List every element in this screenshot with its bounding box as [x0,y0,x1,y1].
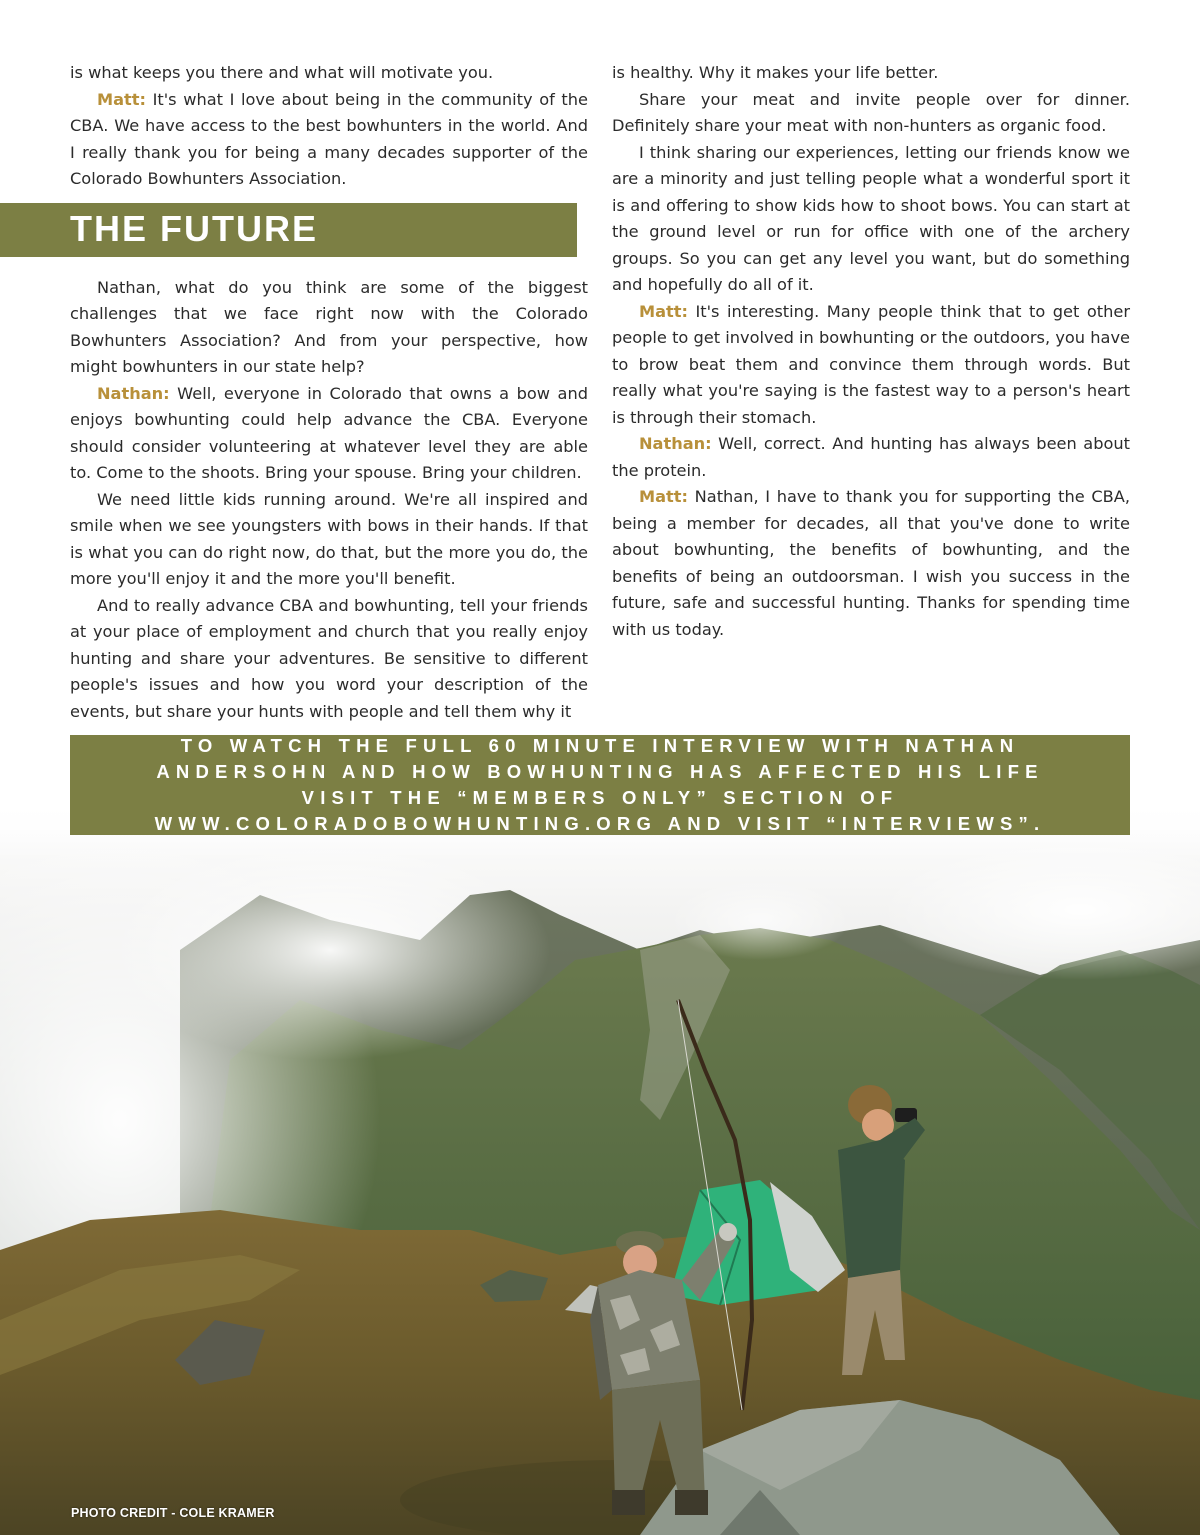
speaker-label: Matt: [639,487,688,506]
speaker-label: Nathan: [639,434,712,453]
paragraph: is healthy. Why it makes your life better. [612,63,939,82]
mountain-campsite-photo [0,800,1200,1535]
paragraph: Nathan, what do you think are some of the biggest challenges that we face right now with the Colorado Bowhunters Association? And from your perspective, how might bowhunters in our state help? [70,277,588,376]
left-text-column [70,60,588,725]
speaker-label: Matt: [639,301,688,321]
photo-credit: PHOTO CREDIT - COLE KRAMER [71,1506,275,1520]
callout-text: TO WATCH THE FULL 60 MINUTE INTERVIEW WITH NATHAN ANDERSOHN AND HOW BOWHUNTING HAS AFFECTED HIS LIFE VISIT THE “MEMBERS ONLY” SECTION OF WWW.COLORADOBOWHUNTING.ORG AND VISIT “INTERVIEWS”. [154,735,1046,834]
paragraph: We need little kids running around. We're all inspired and smile when we see youngsters with bows in their hands. If that is what you can do right now, do that, but the more you do, the more you'll enjoy it and the more you'll benefit. [70,489,588,588]
paragraph: I think sharing our experiences, letting our friends know we are a minority and just telling people what a wonderful sport it is and offering to show kids how to shoot bows. You can start at the ground level or run for office with one of the archery groups. So you can get any level you want, but do something and hopefully do all of it. [612,142,1130,294]
speaker-label: Nathan: [97,383,170,403]
paragraph: Share your meat and invite people over for dinner. Definitely share your meat with non-hunters as organic food. [612,89,1130,135]
paragraph: Matt: It's what I love about being in the community of the CBA. We have access to the best bowhunters in the world. And I really thank you for being a many decades supporter of the Colorado Bowhunters Association. [70,89,588,188]
speaker-label: Matt: [97,89,146,109]
paragraph: Matt: It's interesting. Many people think that to get other people to get involved in bowhunting or the outdoors, you have to brow beat them and convince them through words. But really what you're saying is the fastest way to a person's heart is through their stomach. [612,301,1130,427]
paragraph: And to really advance CBA and bowhunting, tell your friends at your place of employment and church that you really enjoy hunting and share your adventures. Be sensitive to different people's issues and how you word your description of the events, but share your hunts with people and tell them why it [70,595,588,721]
section-title: THE FUTURE [70,208,318,250]
paragraph: Matt: Nathan, I have to thank you for supporting the CBA, being a member for decades, all that you've done to write about bowhunting, the benefits of bowhunting, and the benefits of being an outdoorsman. I wish you success in the future, safe and successful hunting. Thanks for spending time with us today. [612,487,1130,639]
interview-callout-box [70,735,1130,835]
section-heading-bar [0,203,577,257]
paragraph: Nathan: Well, everyone in Colorado that owns a bow and enjoys bowhunting could help advance the CBA. Everyone should consider volunteering at whatever level they are able to. Come to the shoots. Bring your spouse. Bring your children. [70,383,588,482]
right-text-column [612,60,1130,643]
paragraph: Nathan: Well, correct. And hunting has always been about the protein. [612,434,1130,480]
paragraph: is what keeps you there and what will motivate you. [70,63,494,82]
